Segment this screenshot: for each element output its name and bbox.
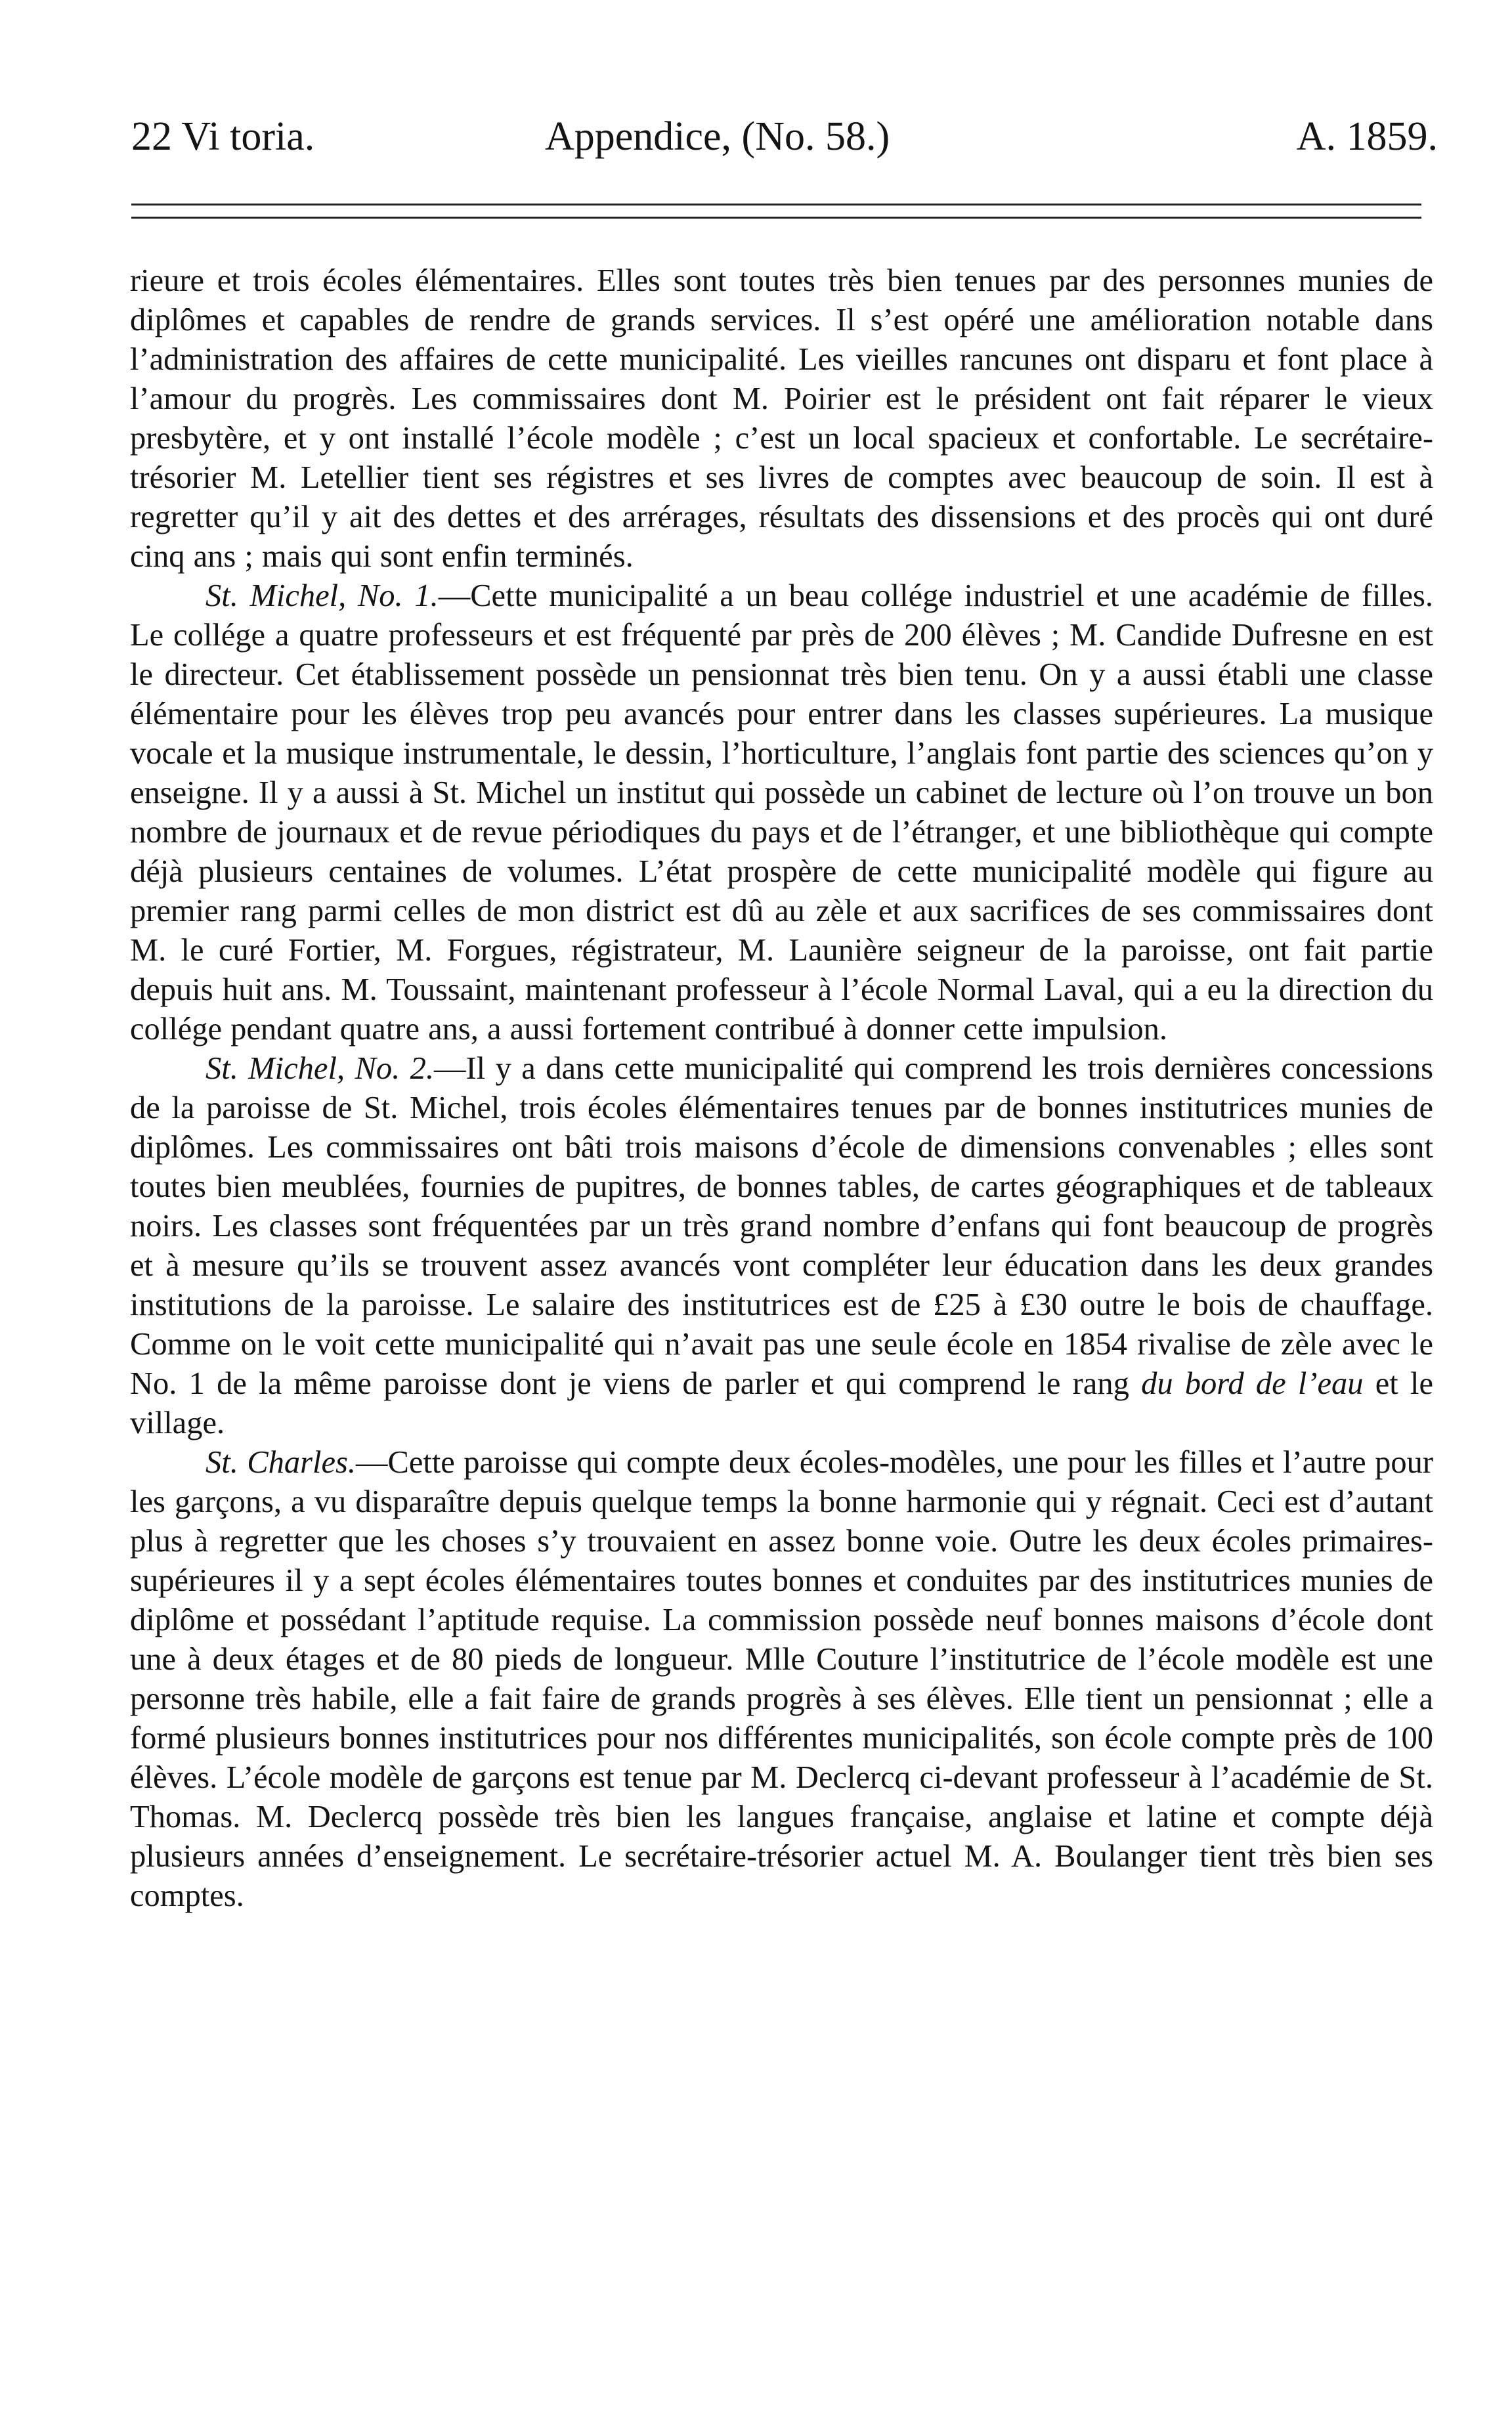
paragraph-text: —Cette paroisse qui compte deux écoles-modèles, une pour les filles et l’autre pour les garçons, a vu disparaître depuis quelque temps la bonne harmonie qui y régnait. Ceci est d’autant plus à regretter que les choses s’y trouvaient en assez bonne voie. Outre les deux écoles primaires-supérieures il y a sept écoles élémentaires toutes bonnes et conduites par des institutrices munies de diplôme et possédant l’aptitude requise. La commission possède neuf bonnes maisons d’école dont une à deux étages et de 80 pieds de longueur. Mlle Couture l’institutrice de l’école modèle est une personne très habile, elle a fait faire de grands progrès à ses élèves. Elle tient un pensionnat ; elle a formé plusieurs bonnes institutrices pour nos différentes municipalités, son école compte près de 100 élèves. L’école modèle de garçons est tenue par M. Declercq ci-devant professeur à l’académie de St. Thomas. M. Declercq possède très bien les langues française, anglaise et latine et compte déjà plusieurs années d’enseignement. Le secrétaire-trésorier actuel M. A. Boulanger tient très bien ses comptes. — [130, 1445, 1433, 1913]
header-volume: 22 Vi toria. — [131, 114, 315, 159]
paragraph-lead: St. Michel, No. 1. — [205, 578, 439, 613]
paragraph-text: rieure et trois écoles élémentaires. Elles sont toutes très bien tenues par des personnes munies de diplômes et capables de rendre de grands services. Il s’est opéré une amélioration notable dans l’administration des affaires de cette municipalité. Les vieilles rancunes ont disparu et font place à l’amour du progrès. Les commissaires dont M. Poirier est le président ont fait réparer le vieux presbytère, et y ont installé l’école modèle ; c’est un local spacieux et confortable. Le secrétaire-trésorier M. Letellier tient ses régistres et ses livres de comptes avec beaucoup de soin. Il est à regretter qu’il y ait des dettes et des arrérages, résultats des dissensions et des procès qui ont duré cinq ans ; mais qui sont enfin terminés. — [130, 263, 1433, 574]
paragraph-continuation — [130, 261, 1433, 576]
paragraph-tail-italic: du bord de l’eau — [1141, 1366, 1364, 1401]
header-rule-bottom — [131, 217, 1421, 219]
header-appendix: Appendice, (No. 58.) — [545, 114, 890, 159]
paragraph-text: —Cette municipalité a un beau collége industriel et une académie de filles. Le collége a quatre professeurs et est fréquenté par près de 200 élèves ; M. Candide Dufresne en est le directeur. Cet établissement possède un pensionnat très bien tenu. On y a aussi établi une classe élémentaire pour les élèves trop peu avancés pour entrer dans les classes supérieures. La musique vocale et la musique instrumentale, le dessin, l’horticulture, l’anglais font partie des sciences qu’on y enseigne. Il y a aussi à St. Michel un institut qui possède un cabinet de lecture où l’on trouve un bon nombre de journaux et de revue périodiques du pays et de l’étranger, et une bibliothèque qui compte déjà plusieurs centaines de volumes. L’état prospère de cette municipalité modèle qui figure au premier rang parmi celles de mon district est dû au zèle et aux sacrifices de ses commissaires dont M. le curé Fortier, M. Forgues, régistrateur, M. Launière seigneur de la paroisse, ont fait partie depuis huit ans. M. Toussaint, maintenant professeur à l’école Normal Laval, qui a eu la direction du collége pendant quatre ans, a aussi fortement contribué à donner cette impulsion. — [130, 578, 1433, 1047]
paragraph-st-charles — [130, 1443, 1433, 1916]
body-text — [130, 261, 1433, 1916]
paragraph-st-michel-1 — [130, 576, 1433, 1049]
paragraph-lead: St. Charles. — [205, 1445, 356, 1480]
paragraph-tail: et le village. — [130, 1366, 1433, 1440]
header-rule-top — [131, 204, 1421, 205]
page-header — [131, 110, 1438, 163]
paragraph-st-michel-2 — [130, 1049, 1433, 1443]
paragraph-lead: St. Michel, No. 2. — [205, 1051, 435, 1086]
paragraph-text: —Il y a dans cette municipalité qui comprend les trois dernières concessions de la paroisse de St. Michel, trois écoles élémentaires tenues par de bonnes institutrices munies de diplômes. Les commissaires ont bâti trois maisons d’école de dimensions convenables ; elles sont toutes bien meublées, fournies de pupitres, de bonnes tables, de cartes géographiques et de tableaux noirs. Les classes sont fréquentées par un très grand nombre d’enfans qui font beaucoup de progrès et à mesure qu’ils se trouvent assez avancés vont compléter leur éducation dans les deux grandes institutions de la paroisse. Le salaire des institutrices est de £25 à £30 outre le bois de chauffage. Comme on le voit cette municipalité qui n’avait pas une seule école en 1854 rivalise de zèle avec le No. 1 de la même paroisse dont je viens de parler et qui comprend le rang — [130, 1051, 1433, 1401]
header-year: A. 1859. — [1296, 114, 1438, 159]
